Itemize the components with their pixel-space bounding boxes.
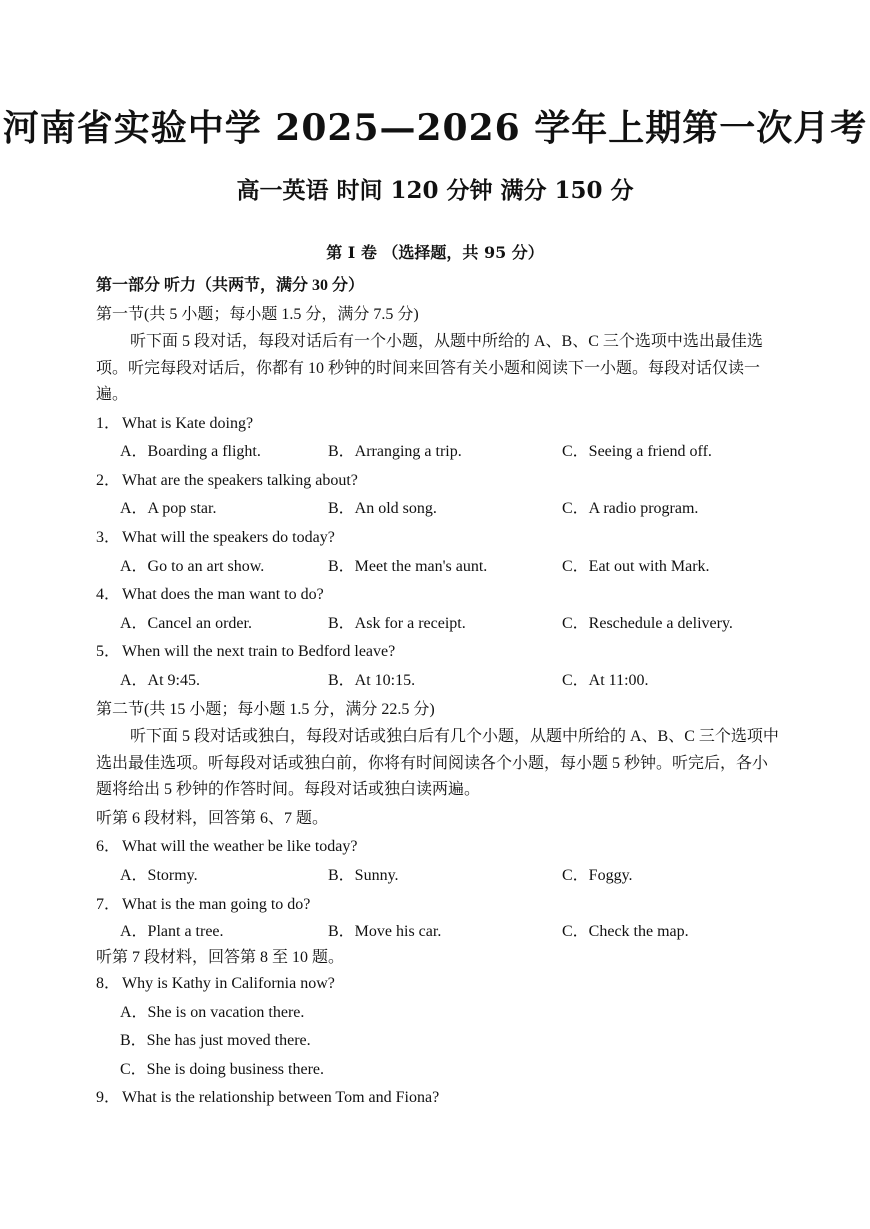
question-text: What is the relationship between Tom and Fiona? (122, 1089, 440, 1107)
question-number: 9． (96, 1089, 121, 1107)
option-c[interactable]: C．Eat out with Mark. (562, 557, 710, 575)
option-a[interactable]: A．Stormy. (120, 866, 198, 884)
option-a[interactable]: A．A pop star. (120, 500, 217, 518)
question-text: What is Kate doing? (122, 414, 254, 432)
question-number: 1． (96, 414, 121, 432)
question-number: 6． (96, 838, 121, 856)
options-row-6 (96, 862, 780, 891)
question-text: What will the weather be like today? (122, 838, 358, 856)
option-a[interactable]: A．Go to an art show. (120, 557, 265, 575)
section2-heading: 第二节(共 15 小题；每小题 1.5 分，满分 22.5 分) (96, 700, 435, 718)
question-text: What will the speakers do today? (122, 529, 335, 547)
question-7 (96, 891, 780, 920)
question-2 (96, 467, 780, 496)
question-1 (96, 410, 780, 439)
options-row-2 (96, 495, 780, 524)
question-6 (96, 833, 780, 862)
section1-instructions: 听下面 5 段对话，每段对话后有一个小题，从题中所给的 A、B、C 三个选项中选出最佳选项。听完每段对话后，你都有 10 秒钟的时间来回答有关小题和阅读下一小题。每段对话仅读一遍。 (96, 333, 763, 404)
question-3 (96, 524, 780, 553)
options-row-3 (96, 553, 780, 582)
section1-heading: 第一节(共 5 小题；每小题 1.5 分，满分 7.5 分) (96, 305, 419, 323)
option-c[interactable]: C．A radio program. (562, 500, 699, 518)
question-number: 2． (96, 471, 121, 489)
option-c[interactable]: C．Reschedule a delivery. (562, 614, 733, 632)
question-number: 5． (96, 643, 121, 661)
options-row-4 (96, 610, 780, 639)
question-text: What are the speakers talking about? (122, 471, 358, 489)
option-b[interactable]: B．She has just moved there. (120, 1032, 311, 1050)
option-c[interactable]: C．Foggy. (562, 866, 633, 884)
option-b[interactable]: B．Ask for a receipt. (328, 614, 466, 632)
option-c[interactable]: C．At 11:00. (562, 672, 649, 690)
options-row-5 (96, 667, 780, 696)
question-4 (96, 581, 780, 610)
option-b[interactable]: B．Arranging a trip. (328, 443, 462, 461)
question-text: Why is Kathy in California now? (122, 975, 335, 993)
exam-subtitle: 高一英语 时间 120 分钟 满分 150 分 (236, 177, 634, 204)
volume-heading: 第 I 卷 （选择题，共 95 分） (326, 243, 544, 262)
question-text: What is the man going to do? (122, 895, 311, 913)
option-a[interactable]: A．Cancel an order. (120, 614, 252, 632)
option-b[interactable]: B．An old song. (328, 500, 437, 518)
question-9 (96, 1084, 780, 1113)
options-row-1 (96, 438, 780, 467)
option-a[interactable]: A．She is on vacation there. (120, 1003, 305, 1021)
option-c[interactable]: C．She is doing business there. (120, 1060, 324, 1078)
question-text: What does the man want to do? (122, 586, 324, 604)
option-a[interactable]: A．Boarding a flight. (120, 443, 261, 461)
material-7-note: 听第 7 段材料，回答第 8 至 10 题。 (96, 949, 345, 967)
exam-content (96, 272, 780, 1113)
question-number: 4． (96, 586, 121, 604)
option-c[interactable]: C．Check the map. (562, 923, 689, 941)
question-number: 3． (96, 529, 121, 547)
option-b[interactable]: B．Meet the man's aunt. (328, 557, 488, 575)
question-number: 8． (96, 975, 121, 993)
option-c[interactable]: C．Seeing a friend off. (562, 443, 712, 461)
option-b[interactable]: B．Sunny. (328, 866, 399, 884)
question-5 (96, 638, 780, 667)
option-a[interactable]: A．Plant a tree. (120, 923, 224, 941)
option-b[interactable]: B．Move his car. (328, 923, 442, 941)
exam-title: 河南省实验中学 2025—2026 学年上期第一次月考 (2, 107, 868, 149)
options-row-7 (96, 919, 780, 945)
option-a[interactable]: A．At 9:45. (120, 672, 201, 690)
question-text: When will the next train to Bedford leave? (122, 643, 396, 661)
option-b[interactable]: B．At 10:15. (328, 672, 416, 690)
section2-instructions: 听下面 5 段对话或独白，每段对话或独白后有几个小题，从题中所给的 A、B、C 三个选项中选出最佳选项。听每段对话或独白前，你将有时间阅读各个小题，每小题 5 秒钟。听完后，各小题将给出 5 秒钟的作答时间。每段对话或独白读两遍。 (96, 728, 779, 799)
question-8 (96, 970, 780, 999)
part1-heading: 第一部分 听力（共两节，满分 30 分） (96, 277, 365, 294)
material-6-note: 听第 6 段材料，回答第 6、7 题。 (96, 809, 329, 827)
question-number: 7． (96, 895, 121, 913)
